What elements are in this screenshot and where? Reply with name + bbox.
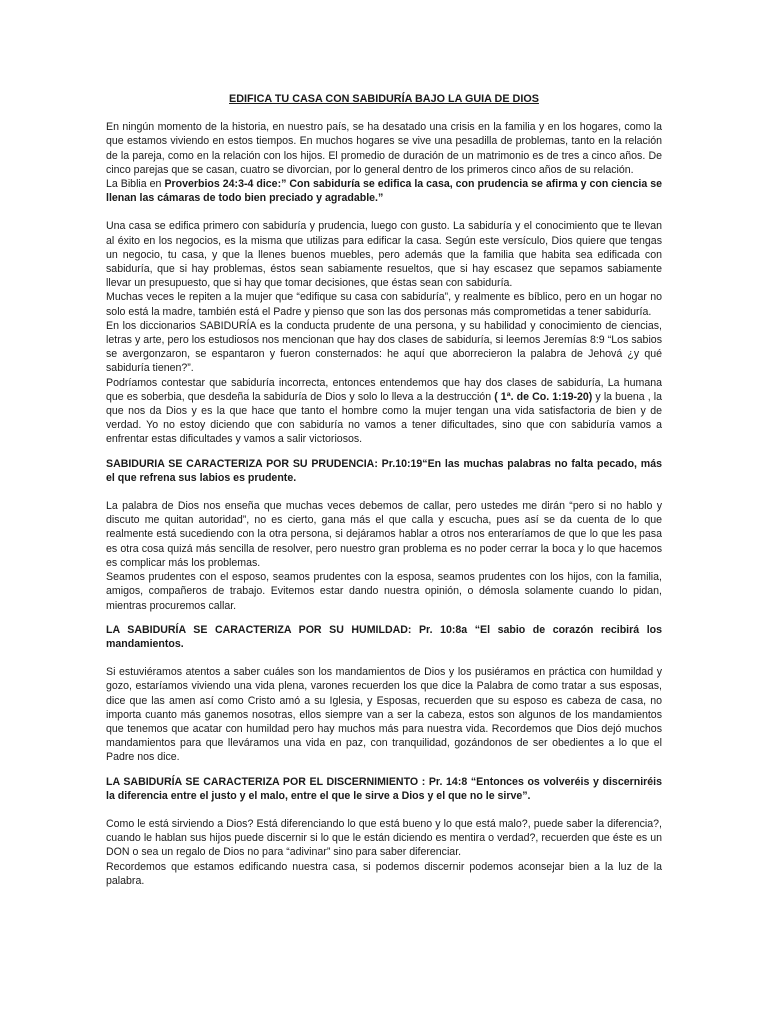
- body-paragraph-4: [106, 376, 662, 447]
- humildad-paragraph-1: Si estuviéramos atentos a saber cuáles son los mandamientos de Dios y los pusiéramos en práctica con humildad y gozo, estaríamos viviendo una vida plena, varones recuerden los que dice la Palabra de como tratar a sus esposas, dice que las amen así como Cristo amó a su Iglesia, y Esposas, recuerden que su esposo es cabeza de casa, no importa cuanto más ganemos nosotras, ellos siempre van a ser la cabeza, estos son algunos de los mandamientos que tenemos que acatar con humildad pero hay muchos más para nuestra vida. Recordemos que Dios dejó muchos mandamientos para que lleváramos una vida en paz, con tranquilidad, gozándonos de ser obedientes a lo que el Padre nos dice.: [106, 666, 662, 764]
- body-paragraph-1: Una casa se edifica primero con sabiduría y prudencia, luego con gusto. La sabiduría y el conocimiento que te llevan al éxito en los negocios, es la misma que utilizas para edificar la casa. Según este versículo, Dios quiere que tengas un negocio, tu casa, y que la llenes buenos muebles, pero además que la familia que habita sea edificada con sabiduría, que si hay problemas, éstos sean sabiamente resueltos, que si hay escasez que sepamos sabiamente llevar un presupuesto, que si hay que tomar decisiones, que éstas sean con sabiduría.: [106, 220, 662, 290]
- body-paragraph-2: Muchas veces le repiten a la mujer que “edifique su casa con sabiduría”, y realmente es bíblico, pero en un hogar no solo está la madre, también está el Padre y pienso que son las dos personas más comprometidas a tener sabiduría.: [106, 291, 662, 318]
- proverbs-quote-bold: Proverbios 24:3-4 dice:” Con sabiduría se edifica la casa, con prudencia se afirma y con ciencia se llenan las cámaras de todo bien preciado y agradable.”: [106, 178, 663, 205]
- discernimiento-paragraph-1: Como le está sirviendo a Dios? Está diferenciando lo que está bueno y lo que está malo?, puede saber la diferencia?, cuando le hablan sus hijos puede discernir si lo que le están diciendo es mentira o verdad?, recuerden que éste es un DON o sea un regalo de Dios no para “adivinar” sino para saber diferenciar.: [106, 817, 662, 859]
- heading-discernimiento: LA SABIDURÍA SE CARACTERIZA POR EL DISCERNIMIENTO : Pr. 14:8 “Entonces os volveréis y discerniréis la diferencia entre el justo y el malo, entre el que le sirve a Dios y el que no le sirve”.: [106, 775, 662, 802]
- body-paragraph-4-lead: Podríamos contestar que sabiduría incorrecta, entonces entendemos que hay dos clases de sabiduría, La humana que es soberbia, que desdeña la sabiduría de Dios y solo lo lleva a la destrucción: [106, 376, 662, 403]
- proverbs-quote-paragraph: [106, 177, 662, 205]
- discernimiento-paragraph-2: Recordemos que estamos edificando nuestra casa, si podemos discernir podemos aconsejar bien a la luz de la palabra.: [106, 860, 662, 887]
- proverbs-quote-lead: La Biblia en: [106, 178, 165, 191]
- body-paragraph-3: En los diccionarios SABIDURÍA es la conducta prudente de una persona, y su habilidad y conocimiento de ciencias, letras y arte, pero los estudiosos nos mencionan que hay dos clases de sabiduría, si leemos Jeremías 8:9 “Los sabios se avergonzaron, se espantaron y fueron consternados: he aquí que aborrecieron la palabra de Jehová ¿y qué sabiduría tienen?”.: [106, 319, 662, 375]
- heading-humildad: LA SABIDURÍA SE CARACTERIZA POR SU HUMILDAD: Pr. 10:8a “El sabio de corazón recibirá los mandamientos.: [106, 623, 662, 650]
- document-title: EDIFICA TU CASA CON SABIDURÍA BAJO LA GUIA DE DIOS: [229, 93, 539, 105]
- body-paragraph-4-ref: ( 1ª. de Co. 1:19-20): [494, 390, 593, 403]
- prudencia-paragraph-2: Seamos prudentes con el esposo, seamos prudentes con la esposa, seamos prudentes con los hijos, con la familia, amigos, compañeros de trabajo. Evitemos estar dando nuestra opinión, o démosla solamente cuando lo pidan, mientras procuremos callar.: [106, 571, 662, 612]
- intro-paragraph: En ningún momento de la historia, en nuestro país, se ha desatado una crisis en la familia y en los hogares, como la que estamos viviendo en estos tiempos. En muchos hogares se vive una pesadilla de problemas, tanto en la relación de la pareja, como en la relación con los hijos. El promedio de duración de un matrimonio es de tres a cinco años. De cinco parejas que se casan, cuatro se divorcian, por lo general dentro de los primeros cinco años de su relación.: [106, 121, 662, 176]
- prudencia-paragraph-1: La palabra de Dios nos enseña que muchas veces debemos de callar, pero ustedes me dirán “pero si no hablo y discuto me quitan autoridad”, no es cierto, gana más el que calla y escucha, pues así se da cuenta de lo que realmente está sucediendo con la otra persona, si dejáramos hablar a otros nos enteraríamos de que lo que les pasa es otra cosa quizá más sencilla de resolver, pero nuestro gran problema es no poder cerrar la boca y lo que hacemos es complicar más los problemas.: [106, 500, 662, 569]
- body-paragraph-4-tail: y la buena , la que nos da Dios y es la que hace que tanto el hombre como la mujer tengan una vida satisfactoria de bien y de verdad. Yo no estoy diciendo que con sabiduría no vamos a tener dificultades, sino que con sabiduría vamos a enfrentar estas dificultades y vamos a salir victoriosos.: [106, 390, 662, 446]
- heading-prudencia: SABIDURIA SE CARACTERIZA POR SU PRUDENCIA: Pr.10:19“En las muchas palabras no falta pecado, más el que refrena sus labios es prudente.: [106, 457, 662, 484]
